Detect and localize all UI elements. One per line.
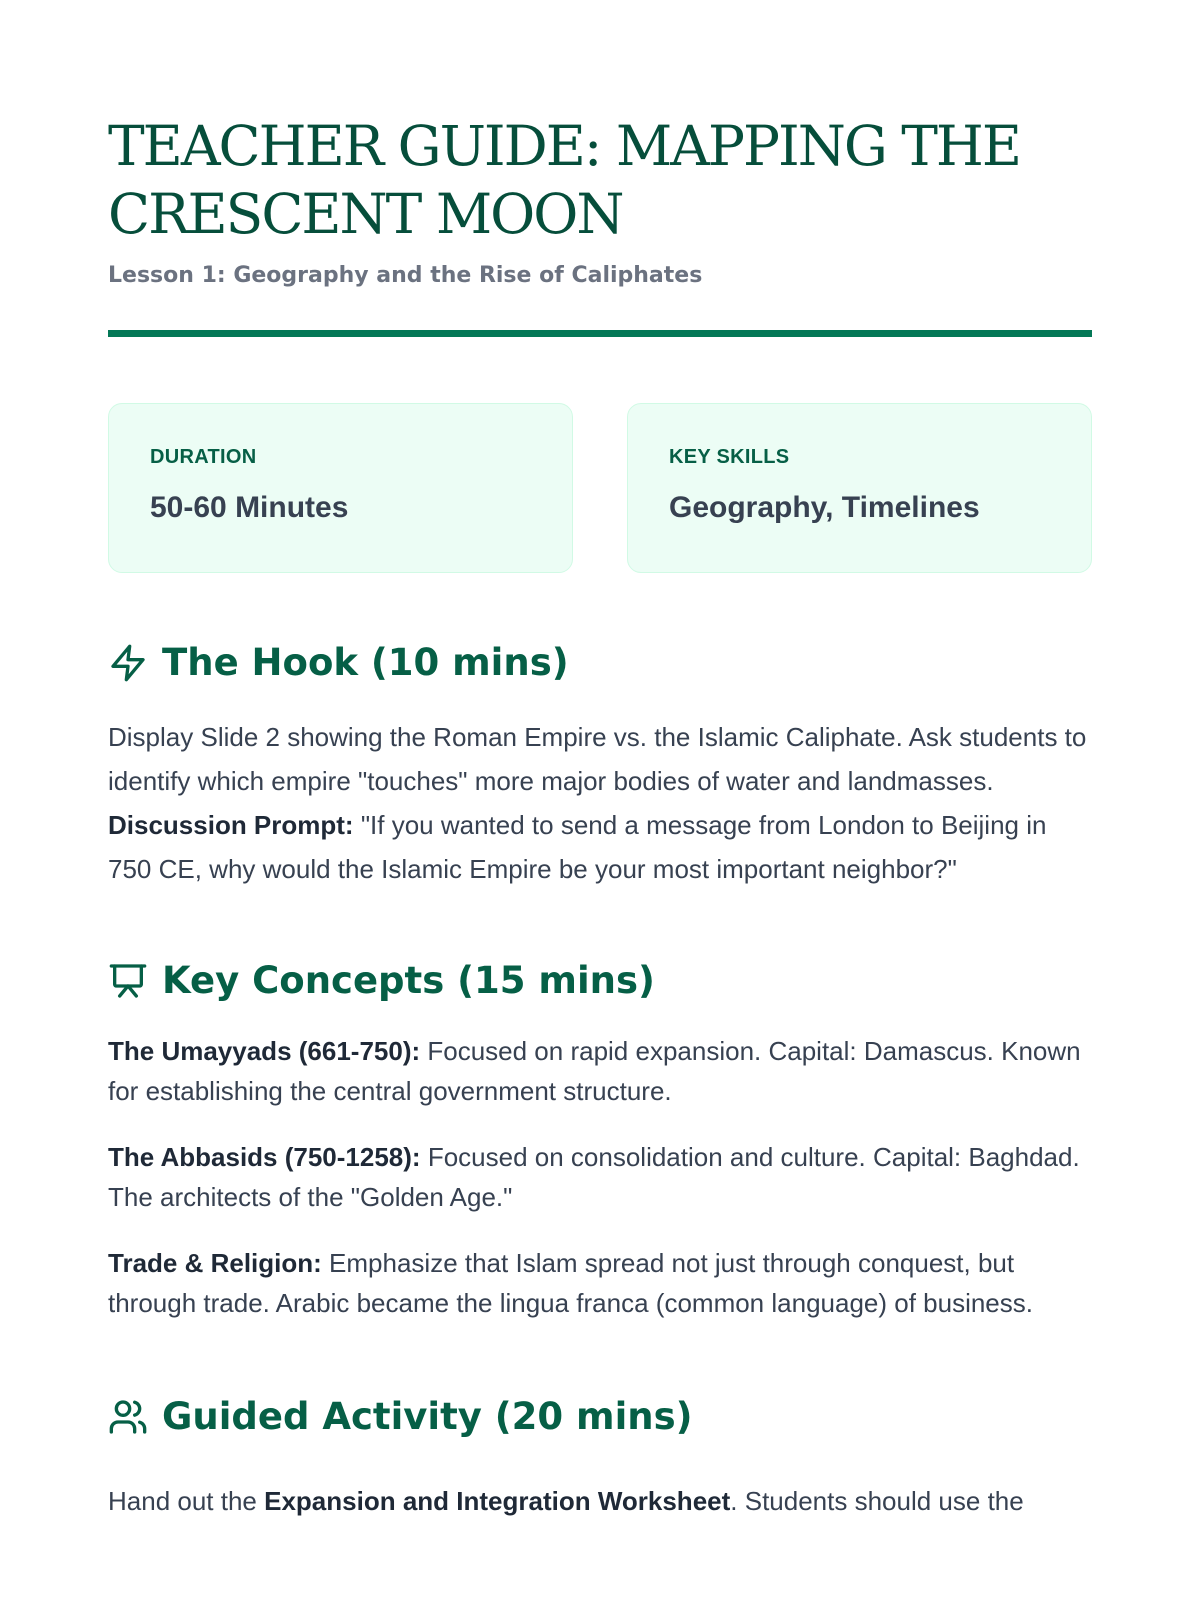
info-cards	[108, 403, 1092, 573]
key-concepts-heading	[108, 959, 1092, 1003]
key-skills-card	[627, 403, 1092, 573]
hook-paragraph	[108, 715, 1092, 891]
lightning-icon	[108, 643, 148, 683]
duration-value: 50-60 Minutes	[150, 491, 349, 524]
duration-card	[108, 403, 573, 573]
worksheet-name: Expansion and Integration Worksheet	[264, 1486, 731, 1516]
duration-label: DURATION	[150, 446, 257, 468]
concept-umayyads	[108, 1031, 1092, 1111]
guided-activity-heading	[108, 1395, 1092, 1439]
concept-label: The Abbasids (750-1258):	[108, 1142, 421, 1172]
concept-abbasids	[108, 1137, 1092, 1217]
guided-activity-heading-text: Guided Activity (20 mins)	[162, 1395, 693, 1438]
concept-text: Emphasize that Islam spread not just through conquest, but through trade. Arabic became the lingua franca (common language) of business.	[108, 1248, 1033, 1318]
key-concepts-heading-text: Key Concepts (15 mins)	[162, 959, 655, 1002]
activity-paragraph	[108, 1481, 1092, 1521]
activity-text-rest: . Students should use the	[730, 1486, 1024, 1516]
key-skills-label: KEY SKILLS	[669, 446, 790, 468]
title-line-1: TEACHER GUIDE: MAPPING THE	[108, 114, 1021, 178]
lesson-subtitle: Lesson 1: Geography and the Rise of Caliphates	[108, 263, 703, 288]
hook-heading	[108, 641, 1092, 685]
title-line-2: CRESCENT MOON	[108, 182, 623, 246]
page-title	[108, 112, 1092, 248]
presentation-icon	[108, 961, 148, 1001]
hook-text-intro: Display Slide 2 showing the Roman Empire vs. the Islamic Caliphate. Ask students to identify which empire "touches" more major bodies of water and landmasses.	[108, 722, 1087, 796]
discussion-prompt-label: Discussion Prompt:	[108, 810, 354, 840]
hook-heading-text: The Hook (10 mins)	[162, 641, 569, 684]
activity-text-intro: Hand out the	[108, 1486, 265, 1516]
concept-label: Trade & Religion:	[108, 1248, 322, 1278]
key-skills-value: Geography, Timelines	[669, 491, 980, 524]
concept-text: Focused on consolidation and culture. Capital: Baghdad. The architects of the "Golden Age."	[108, 1142, 1080, 1212]
header-divider	[108, 330, 1092, 337]
users-icon	[108, 1397, 148, 1437]
concept-text: Focused on rapid expansion. Capital: Damascus. Known for establishing the central government structure.	[108, 1036, 1081, 1106]
concept-trade-religion	[108, 1243, 1092, 1323]
hook-text-prompt: "If you wanted to send a message from London to Beijing in 750 CE, why would the Islamic Empire be your most important neighbor?"	[108, 810, 1047, 884]
concept-label: The Umayyads (661-750):	[108, 1036, 421, 1066]
